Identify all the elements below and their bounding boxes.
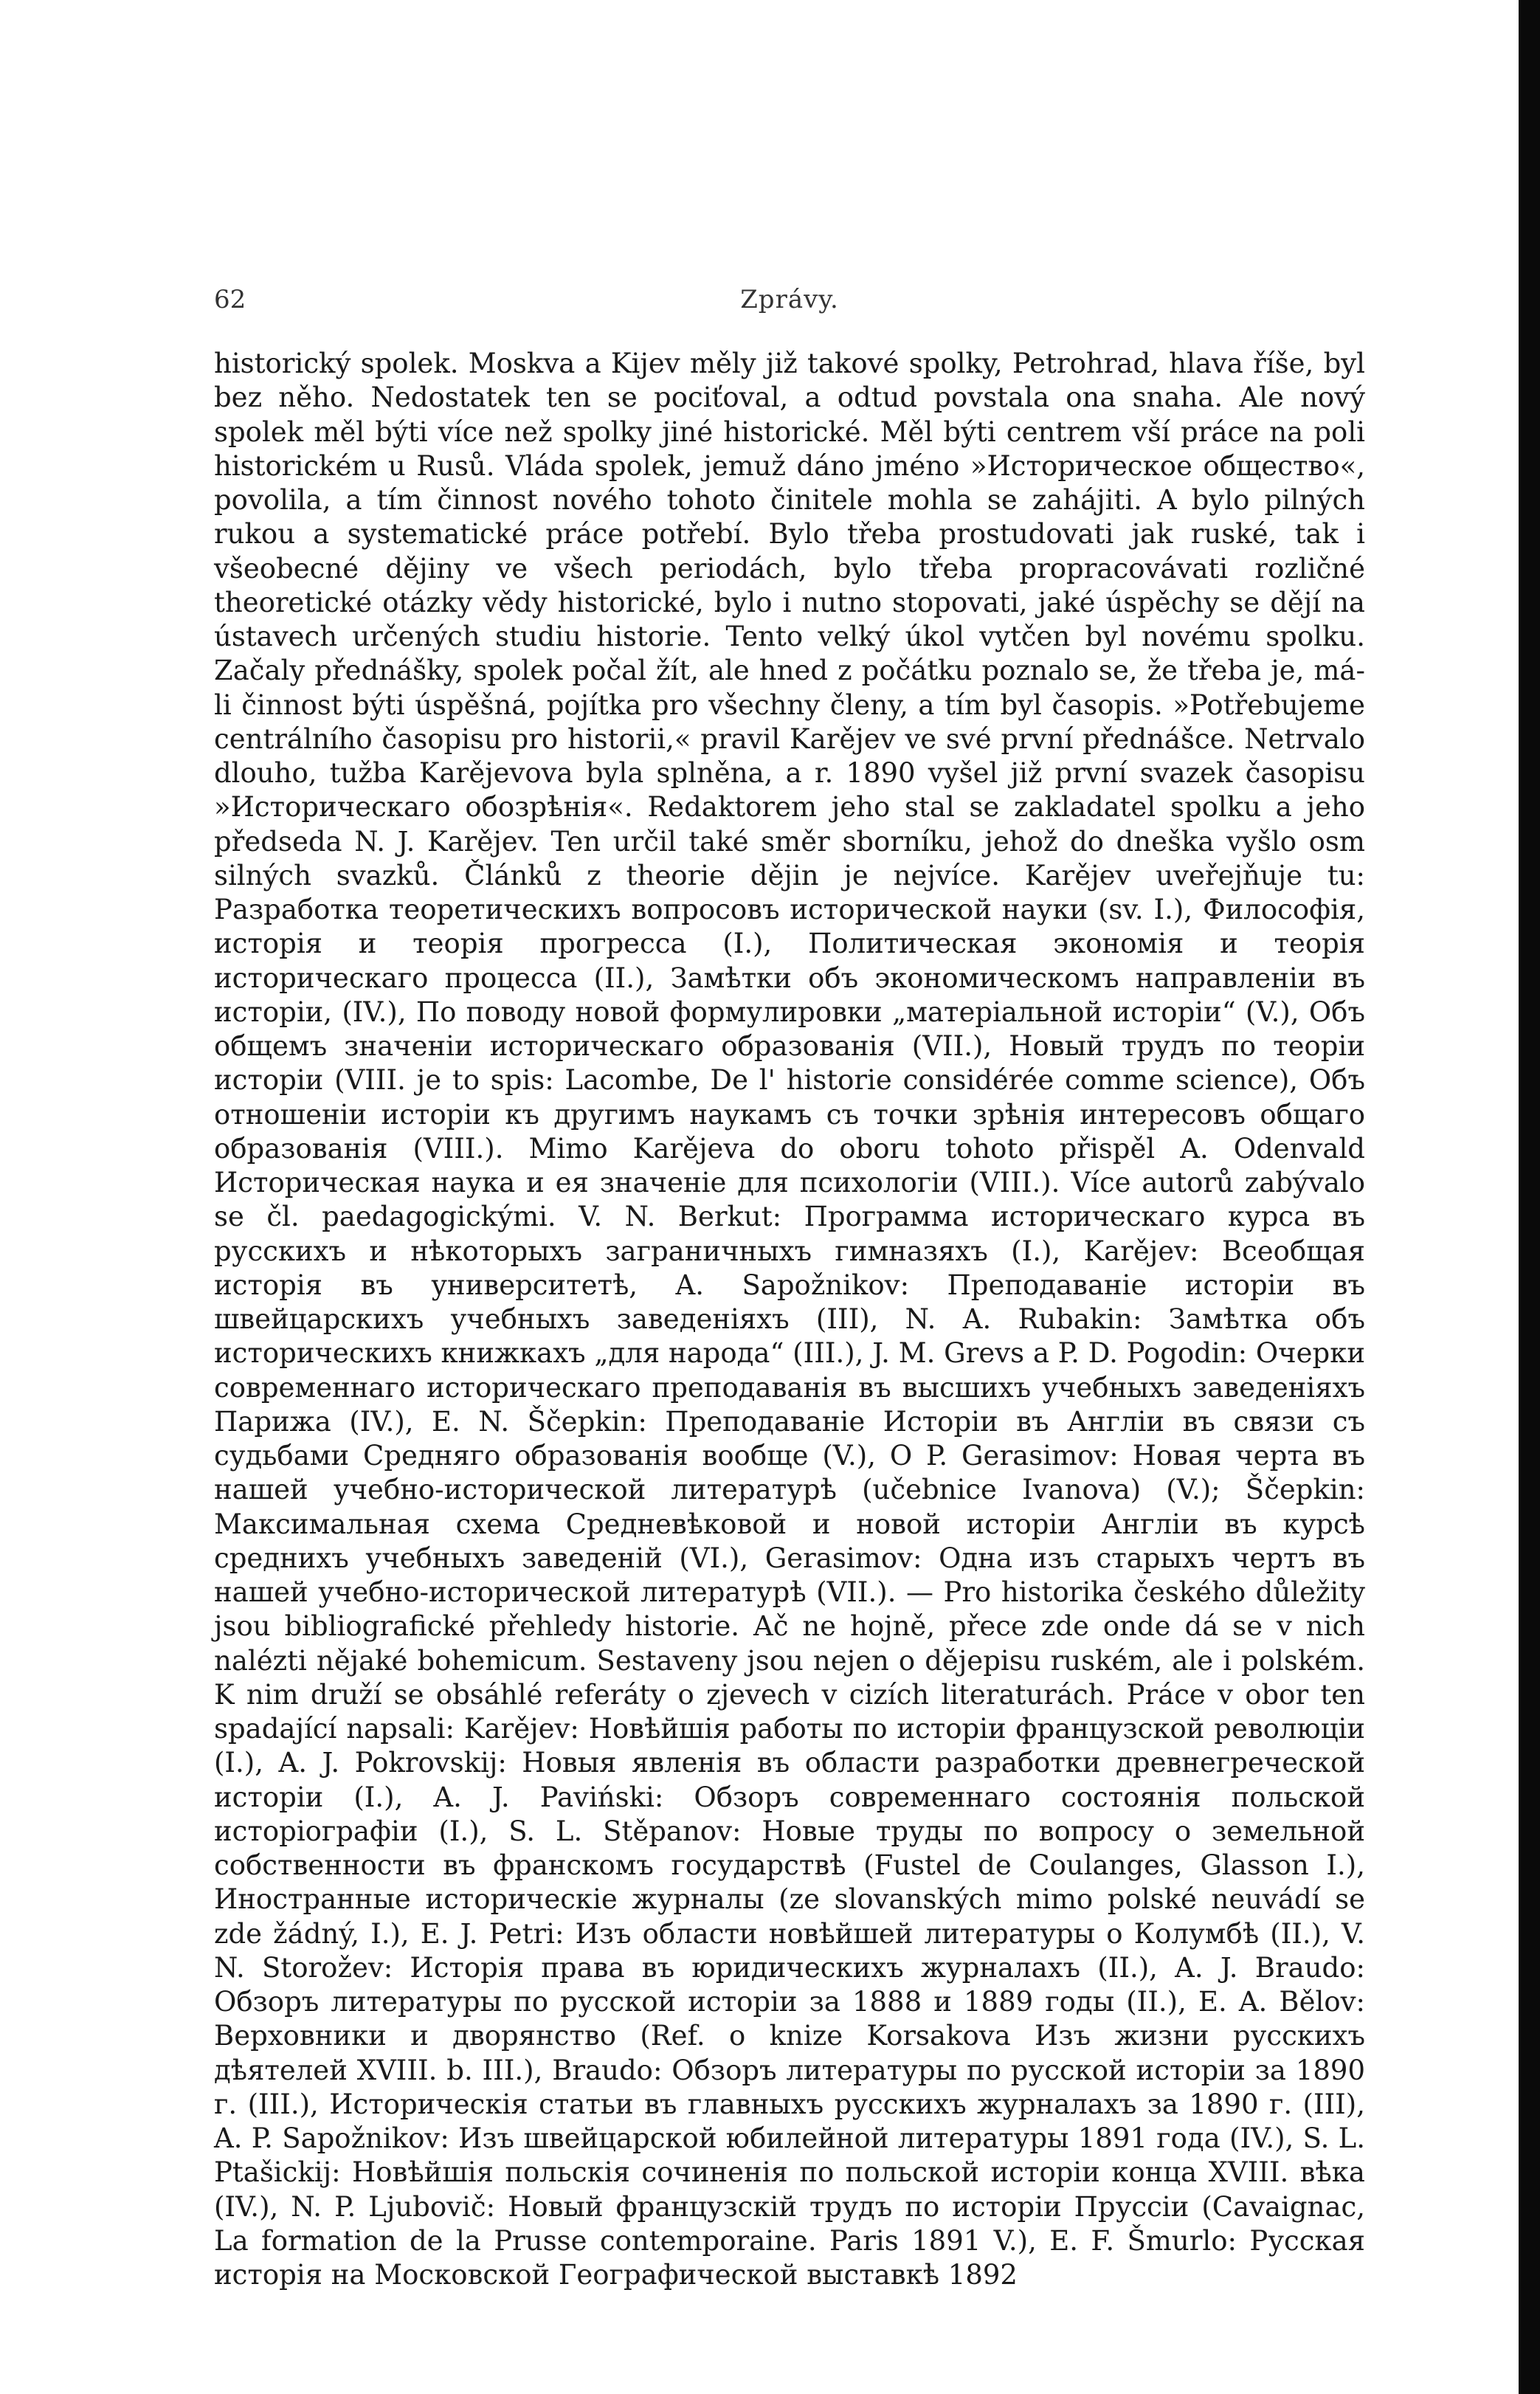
scan-edge	[1519, 0, 1540, 2394]
page-number: 62	[214, 285, 246, 314]
body-text	[214, 347, 1365, 2292]
page-header	[214, 285, 1365, 322]
running-title: Zprávy.	[740, 285, 839, 314]
paragraph: historický spolek. Moskva a Kijev měly již takové spolky, Petrohrad, hlava říše, byl bez něho. Nedostatek ten se pociťoval, a odtud povstala ona snaha. Ale nový spolek měl býti více než spolky jiné historické. Měl býti centrem vší práce na poli historickém u Rusů. Vláda spolek, jemuž dáno jméno »Историческое общество«, povolila, a tím činnost nového tohoto činitele mohla se zahájiti. A bylo pilných rukou a systematické práce potřebí. Bylo třeba prostudovati jak ruské, tak i všeobecné dějiny ve všech periodách, bylo třeba propracovávati rozličné theoretické otázky vědy historické, bylo i nutno stopovati, jaké úspěchy se dějí na ústavech určených studiu historie. Tento velký úkol vytčen byl novému spolku. Začaly přednášky, spolek počal žít, ale hned z počátku poznalo se, že třeba je, má-li činnost býti úspěšná, pojítka pro všechny členy, a tím byl časopis. »Potřebujeme centrálního časopisu pro historii,« pravil Karějev ve své první přednášce. Netrvalo dlouho, tužba Karějevova byla splněna, a r. 1890 vyšel již první svazek časopisu »Историческаго обозрѣнія«. Redaktorem jeho stal se zakladatel spolku a jeho předseda N. J. Karějev. Ten určil také směr sborníku, jehož do dneška vyšlo osm silných svazků. Článků z theorie dějin je nejvíce. Karějev uveřejňuje tu: Разработка теоретическихъ вопросовъ исторической науки (sv. I.), Философія, исторія и теорія прогресса (I.), Политическая экономія и теорія историческаго процесса (II.), Замѣтки объ экономическомъ направленіи въ исторіи, (IV.), По поводу новой формулировки „матеріальной исторіи“ (V.), Объ общемъ значеніи историческаго образованія (VII.), Новый трудъ по теоріи исторіи (VIII. je to spis: Lacombe, De l' historie considérée comme science), Объ отношеніи исторіи къ другимъ наукамъ съ точки зрѣнія интересовъ общаго образованія (VIII.). Mimo Karějeva do oboru tohoto přispěl A. Odenvald Историческая наука и ея значеніе для психологіи (VIII.). Více autorů zabývalo se čl. paedagogickými. V. N. Berkut: Программа историческаго курса въ русскихъ и нѣкоторыхъ заграничныхъ гимназяхъ (I.), Karějev: Всеобщая исторія въ университетѣ, A. Sapožnikov: Преподаваніе исторіи въ швейцарскихъ учебныхъ заведеніяхъ (III), N. A. Rubakin: Замѣтка объ историческихъ книжкахъ „для народа“ (III.), J. M. Grevs a P. D. Pogodin: Очерки современнаго историческаго преподаванія въ высшихъ учебныхъ заведеніяхъ Парижа (IV.), E. N. Ščepkin: Преподаваніе Исторіи въ Англіи въ связи съ судьбами Средняго образованія вообще (V.), O P. Gerasimov: Новая черта въ нашей учебно-исторической литературѣ (učebnice Ivanova) (V.); Ščepkin: Максимальная схема Средневѣковой и новой исторіи Англіи въ курсѣ среднихъ учебныхъ заведеній (VI.), Gerasimov: Одна изъ старыхъ чертъ въ нашей учебно-исторической литературѣ (VII.). — Pro historika českého důležity jsou bibliografické přehledy historie. Ač ne hojně, přece zde onde dá se v nich nalézti nějaké bohemicum. Sestaveny jsou nejen o dějepisu ruském, ale i polském. K nim druží se obsáhlé referáty o zjevech v cizích literaturách. Práce v obor ten spadající napsali: Karějev: Новѣйшія работы по исторіи французской революціи (I.), A. J. Pokrovskij: Новыя явленія въ области разработки древнегреческой исторіи (I.), A. J. Paviński: Обзоръ современнаго состоянія польской исторіографіи (I.), S. L. Stěpanov: Новые труды по вопросу о земельной собственности въ франскомъ государствѣ (Fustel de Coulanges, Glasson I.), Иностранные историческіе журналы (ze slovanských mimo polské neuvádí se zde žádný, I.), E. J. Petri: Изъ области новѣйшей литературы о Колумбѣ (II.), V. N. Storožev: Исторія права въ юридическихъ журналахъ (II.), A. J. Braudo: Обзоръ литературы по русской исторіи за 1888 и 1889 годы (II.), E. A. Bělov: Верховники и дворянство (Ref. o knize Korsakova Изъ жизни русскихъ дѣятелей XVIII. b. III.), Braudo: Обзоръ литературы по русской исторіи за 1890 г. (III.), Историческія статьи въ главныхъ русскихъ журналахъ за 1890 г. (III), A. P. Sapožnikov: Изъ швейцарской юбилейной литературы 1891 года (IV.), S. L. Ptašickij: Новѣйшія польскія сочиненія по польской исторіи конца XVIII. вѣка (IV.), N. P. Ljubovič: Новый французскій трудъ по исторіи Пруссіи (Cavaignac, La formation de la Prusse contemporaine. Paris 1891 V.), E. F. Šmurlo: Русская исторія на Московской Географической выставкѣ 1892	[214, 348, 1365, 2291]
